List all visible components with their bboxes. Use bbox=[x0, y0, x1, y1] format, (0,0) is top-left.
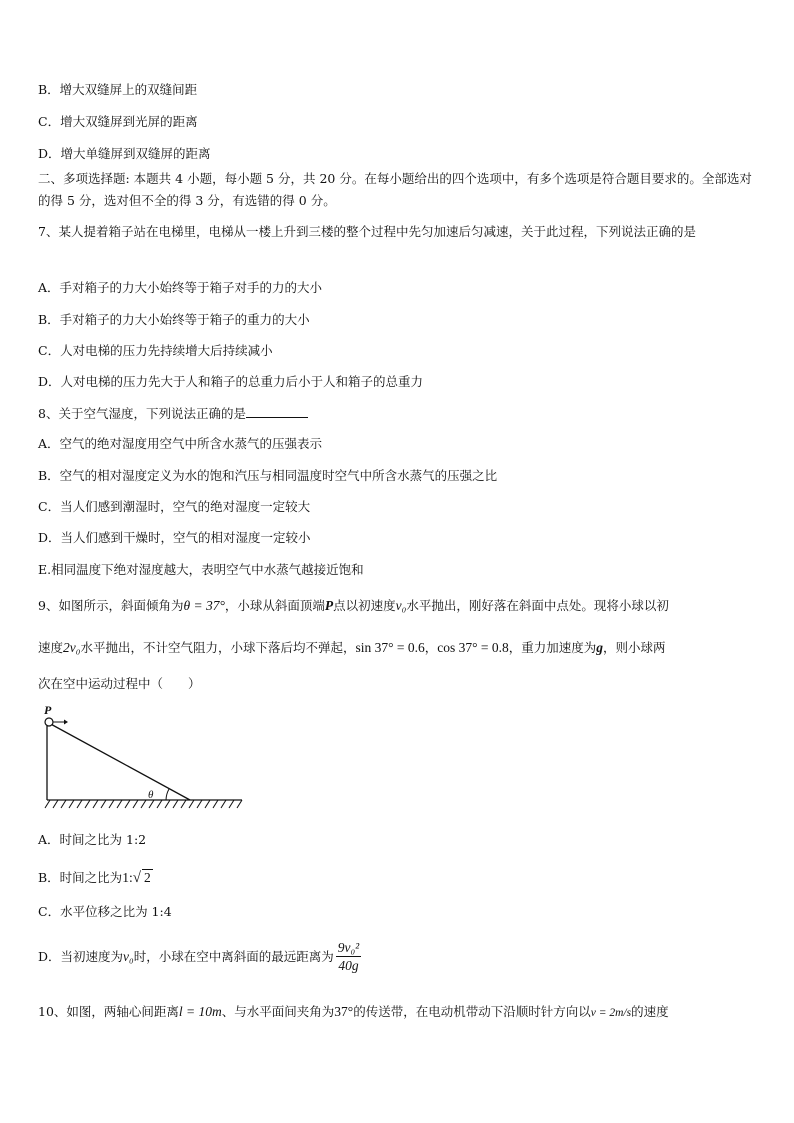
q9-option-a: A．时间之比为 1:2 bbox=[38, 832, 147, 847]
q8-option-a: A．空气的绝对湿度用空气中所含水蒸气的压强表示 bbox=[38, 436, 323, 451]
q10-text: 、与水平面间夹角为 bbox=[221, 1004, 335, 1019]
q9-text: 点以初速度 bbox=[333, 598, 396, 613]
q8-option-b: B．空气的相对湿度定义为水的饱和汽压与相同温度时空气中所含水蒸气的压强之比 bbox=[38, 468, 498, 483]
q9-option-d-text: D．当初速度为 bbox=[38, 949, 124, 964]
ratio-value: 1: bbox=[122, 870, 133, 885]
sin37-value: sin 37° = 0.6 bbox=[355, 640, 425, 655]
q10-text: 的速度 bbox=[631, 1004, 669, 1019]
q10-text: 10、如图，两轴心间距离 bbox=[38, 1004, 179, 1019]
q10-text: 的传送带，在电动机带动下沿顺时针方向以 bbox=[353, 1004, 591, 1019]
q8-option-d: D．当人们感到干燥时，空气的相对湿度一定较小 bbox=[38, 530, 311, 545]
velocity-arrowhead bbox=[64, 720, 68, 725]
q8-option-e: E.相同温度下绝对湿度越大，表明空气中水蒸气越接近饱和 bbox=[38, 562, 364, 577]
angle-arc bbox=[166, 789, 169, 800]
two-v0-symbol: 2v₀ bbox=[63, 640, 81, 655]
q6-option-b: B．增大双缝屏上的双缝间距 bbox=[38, 82, 198, 97]
v0-symbol: v₀ bbox=[395, 598, 407, 613]
sqrt-sign: √ bbox=[132, 870, 141, 886]
q7-option-c: C．人对电梯的压力先持续增大后持续减小 bbox=[38, 343, 273, 358]
q9-text: 水平抛出，不计空气阻力，小球下落后均不弹起， bbox=[80, 640, 356, 655]
q9-option-b-text: B．时间之比为 bbox=[38, 870, 123, 885]
q9-option-b bbox=[38, 869, 153, 886]
theta-value: θ = 37° bbox=[183, 598, 225, 613]
max-distance-fraction bbox=[336, 940, 361, 975]
q9-text: ， bbox=[424, 640, 438, 655]
q9-option-d-text: 时，小球在空中离斜面的最远距离为 bbox=[133, 949, 334, 964]
incline-figure bbox=[36, 704, 246, 816]
ball bbox=[45, 718, 53, 726]
angle-value: 37° bbox=[334, 1004, 354, 1019]
q9-text: 水平抛出，刚好落在斜面中点处。现将小球以初 bbox=[406, 598, 669, 613]
q7-option-b: B．手对箱子的力大小始终等于箱子的重力的大小 bbox=[38, 312, 310, 327]
g-symbol: g bbox=[596, 640, 604, 655]
point-p-figure-label: P bbox=[44, 704, 52, 717]
section-heading: 二、多项选择题: 本题共 4 小题，每小题 5 分，共 20 分。在每小题给出的四个选项中，有多个选项是符合题目要求的。全部选对的得 5 分，选对但不全的得 3 分，有选错的得 0 分。 bbox=[38, 171, 752, 208]
q9-text: 速度 bbox=[38, 640, 64, 655]
ground-hatching bbox=[45, 800, 242, 808]
point-p-label: P bbox=[324, 598, 334, 613]
q9-stem-line3: 次在空中运动过程中（ ） bbox=[38, 676, 201, 691]
cos37-value: cos 37° = 0.8 bbox=[437, 640, 509, 655]
q8-stem-text: 8、关于空气湿度，下列说法正确的是 bbox=[38, 406, 246, 421]
incline-surface bbox=[47, 722, 190, 800]
theta-label: θ bbox=[148, 789, 154, 801]
q6-option-d: D．增大单缝屏到双缝屏的距离 bbox=[38, 146, 211, 161]
q9-option-c: C．水平位移之比为 1:4 bbox=[38, 904, 172, 919]
q9-stem-line1 bbox=[38, 598, 669, 614]
fraction-denominator: 40g bbox=[338, 958, 359, 973]
q7-stem: 7、某人提着箱子站在电梯里，电梯从一楼上升到三楼的整个过程中先匀加速后匀减速，关于此过程，下列说法正确的是 bbox=[38, 224, 696, 239]
fraction-numerator: 9v₀² bbox=[337, 940, 360, 955]
q9-text: 9、如图所示，斜面倾角为 bbox=[38, 598, 184, 613]
q10-stem bbox=[38, 1004, 669, 1021]
sqrt-radicand: 2 bbox=[143, 870, 151, 885]
answer-blank bbox=[246, 405, 308, 418]
q9-stem-line2 bbox=[38, 640, 666, 656]
q9-option-d bbox=[38, 940, 363, 975]
q7-option-a: A．手对箱子的力大小始终等于箱子对手的力的大小 bbox=[38, 280, 323, 295]
q9-text: ，小球从斜面顶端 bbox=[224, 598, 325, 613]
q7-option-d: D．人对电梯的压力先大于人和箱子的总重力后小于人和箱子的总重力 bbox=[38, 374, 424, 389]
q6-option-c: C．增大双缝屏到光屏的距离 bbox=[38, 114, 198, 129]
q9-text: ，重力加速度为 bbox=[508, 640, 597, 655]
q9-text: ，则小球两 bbox=[603, 640, 666, 655]
distance-value: l = 10m bbox=[178, 1004, 222, 1019]
v0-symbol: v₀ bbox=[123, 949, 134, 964]
speed-value: v = 2m/s bbox=[590, 1007, 632, 1019]
q8-option-c: C．当人们感到潮湿时，空气的绝对湿度一定较大 bbox=[38, 499, 311, 514]
q8-stem bbox=[38, 405, 308, 422]
